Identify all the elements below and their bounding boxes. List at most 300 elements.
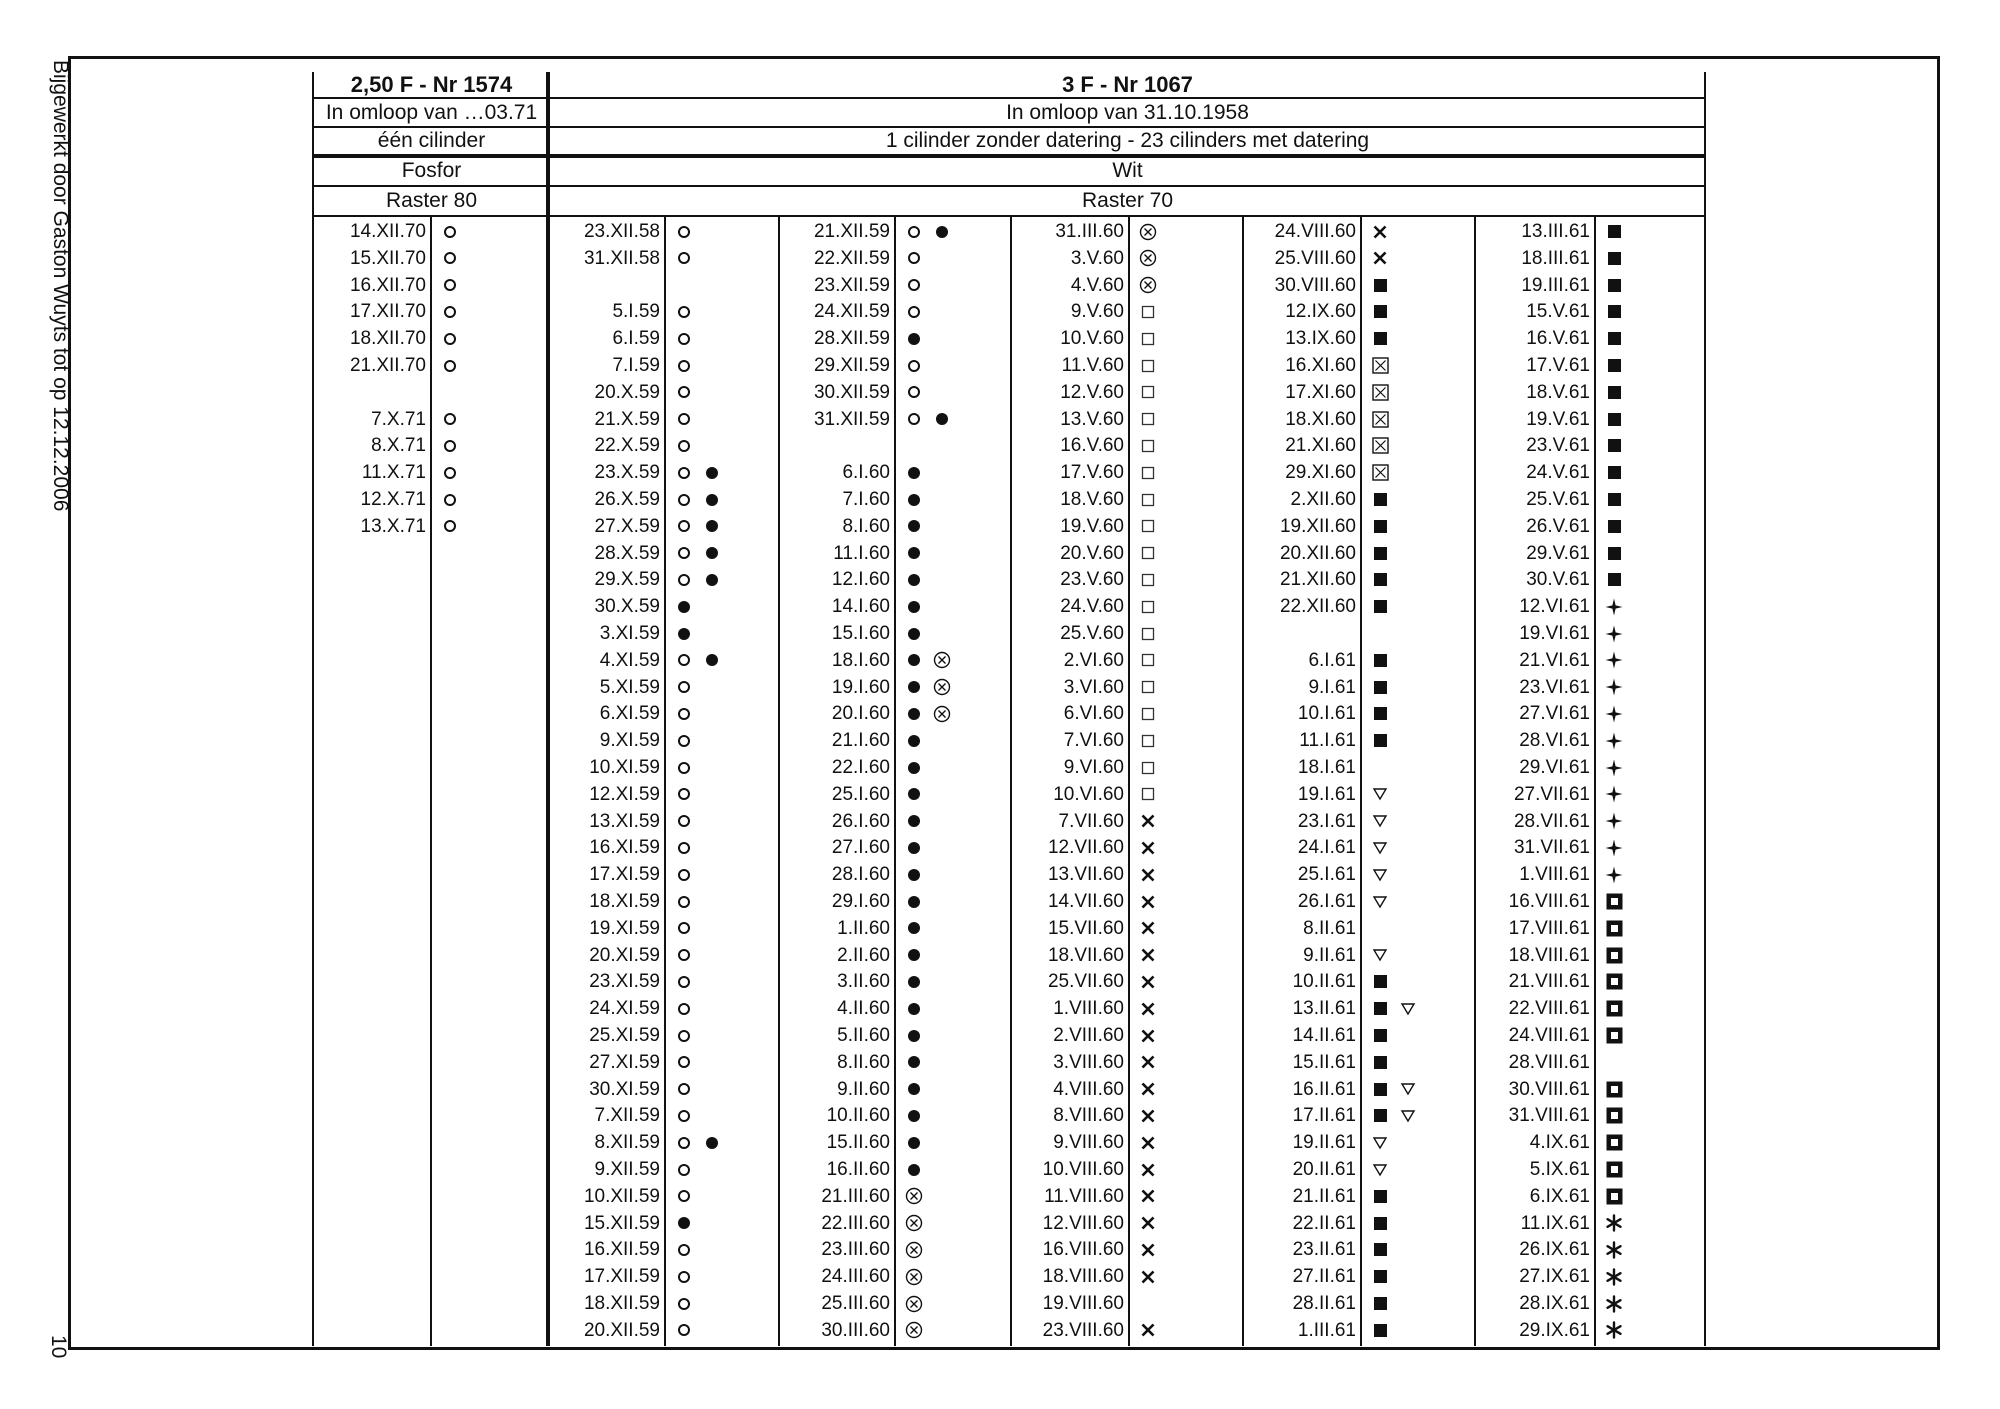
open-square-icon <box>1138 754 1158 781</box>
circled-x-icon <box>1138 272 1158 299</box>
date-cell: 27.I.60 <box>831 837 890 859</box>
date-cell: 31.VIII.61 <box>1508 1105 1590 1127</box>
date-cell: 16.XI.59 <box>589 837 660 859</box>
date-cell: 28.XII.59 <box>813 328 890 350</box>
date-cell: 24.V.60 <box>1060 596 1124 618</box>
circled-x-icon <box>904 1290 924 1317</box>
date-cell: 10.V.60 <box>1060 328 1124 350</box>
four-point-star-icon <box>1604 781 1624 808</box>
open-square-icon <box>1138 406 1158 433</box>
date-cell: 13.XI.59 <box>589 810 660 832</box>
filled-square-icon <box>1370 1076 1390 1103</box>
date-cell: 5.I.59 <box>612 301 660 323</box>
open-circle-icon <box>674 781 694 808</box>
date-cell: 30.X.59 <box>594 596 660 618</box>
date-cell: 18.I.61 <box>1297 757 1356 778</box>
down-triangle-icon <box>1370 861 1390 888</box>
boxed-x-icon <box>1370 406 1390 433</box>
four-point-star-icon <box>1604 808 1624 835</box>
open-circle-icon <box>674 700 694 727</box>
date-cell: 15.II.61 <box>1292 1051 1356 1073</box>
date-cell: 28.I.60 <box>831 864 890 886</box>
open-square-icon <box>1138 566 1158 593</box>
date-cell: 20.II.61 <box>1292 1159 1356 1180</box>
date-cell: 9.II.61 <box>1303 944 1356 966</box>
open-square-icon <box>1138 540 1158 567</box>
four-point-star-icon <box>1604 861 1624 888</box>
date-cell: 14.VII.60 <box>1047 891 1124 912</box>
date-cell: 11.I.61 <box>1299 730 1356 752</box>
date-cell: 15.I.60 <box>831 623 890 644</box>
open-square-icon <box>1138 647 1158 674</box>
open-circle-icon <box>674 432 694 459</box>
filled-square-icon <box>1604 325 1624 352</box>
open-circle-icon <box>440 513 460 540</box>
date-cell: 22.XII.60 <box>1279 596 1356 618</box>
date-cell: 13.II.61 <box>1292 998 1356 1020</box>
date-cell: 19.II.61 <box>1292 1132 1356 1154</box>
filled-circle-icon <box>904 1129 924 1156</box>
date-cell: 27.VII.61 <box>1513 783 1590 805</box>
date-cell: 9.I.61 <box>1308 676 1356 698</box>
date-cell: 8.XII.59 <box>594 1132 660 1154</box>
date-cell: 16.VIII.61 <box>1508 891 1590 912</box>
date-cell: 22.III.60 <box>821 1212 890 1234</box>
filled-circle-icon <box>904 968 924 995</box>
date-cell: 4.VIII.60 <box>1053 1078 1124 1100</box>
date-cell: 31.III.60 <box>1055 221 1124 242</box>
date-cell: 5.IX.61 <box>1529 1159 1590 1180</box>
date-cell: 22.VIII.61 <box>1508 998 1590 1020</box>
open-circle-icon <box>440 406 460 433</box>
open-circle-icon <box>674 1049 694 1076</box>
date-cell: 17.XI.59 <box>589 864 660 886</box>
date-cell: 1.VIII.60 <box>1053 998 1124 1020</box>
table-right-border <box>1704 72 1706 1346</box>
date-cell: 10.II.61 <box>1292 971 1356 993</box>
date-cell: 19.XI.59 <box>589 917 660 939</box>
column-divider <box>1594 217 1596 1346</box>
date-cell: 27.X.59 <box>594 515 660 537</box>
asterisk-icon <box>1604 1290 1624 1317</box>
date-cell: 4.V.60 <box>1070 274 1124 296</box>
date-cell: 9.VI.60 <box>1063 757 1124 778</box>
open-circle-icon <box>674 1317 694 1344</box>
date-cell: 23.III.60 <box>821 1239 890 1261</box>
open-circle-icon <box>674 968 694 995</box>
filled-circle-icon <box>702 459 722 486</box>
date-cell: 18.III.61 <box>1521 247 1590 269</box>
date-cell: 24.VIII.61 <box>1508 1025 1590 1046</box>
date-cell: 14.I.60 <box>831 596 890 618</box>
left-circulation: In omloop van …03.71 <box>325 101 538 124</box>
cross-icon <box>1138 808 1158 835</box>
date-cell: 31.VII.61 <box>1513 837 1590 859</box>
filled-circle-icon <box>904 888 924 915</box>
circled-x-icon <box>932 700 952 727</box>
date-cell: 29.XI.60 <box>1285 462 1356 484</box>
filled-circle-icon <box>702 647 722 674</box>
date-cell: 9.XI.59 <box>599 730 660 752</box>
date-cell: 30.VIII.60 <box>1274 274 1356 296</box>
date-cell: 24.V.61 <box>1526 462 1590 484</box>
date-cell: 3.V.60 <box>1070 247 1124 269</box>
filled-square-icon <box>1370 647 1390 674</box>
header-rule <box>313 97 1706 99</box>
date-cell: 19.I.61 <box>1297 783 1356 805</box>
open-circle-icon <box>674 406 694 433</box>
date-cell: 28.IX.61 <box>1519 1293 1590 1314</box>
filled-circle-icon <box>904 325 924 352</box>
hollow-filled-square-icon <box>1604 1156 1624 1183</box>
down-triangle-icon <box>1370 888 1390 915</box>
open-circle-icon <box>674 1076 694 1103</box>
left-cylinders: één cilinder <box>377 129 486 152</box>
open-circle-icon <box>440 432 460 459</box>
date-cell: 10.XII.59 <box>583 1185 660 1207</box>
date-cell: 3.II.60 <box>837 971 890 993</box>
date-cell: 20.X.59 <box>594 381 660 403</box>
right-title: 3 F - Nr 1067 <box>1062 72 1193 97</box>
date-cell: 25.XI.59 <box>589 1025 660 1046</box>
open-circle-icon <box>674 540 694 567</box>
date-cell: 20.I.60 <box>831 703 890 725</box>
open-square-icon <box>1138 727 1158 754</box>
asterisk-icon <box>1604 1263 1624 1290</box>
date-cell: 8.I.60 <box>842 515 890 537</box>
cross-icon <box>1138 995 1158 1022</box>
column-border <box>1010 217 1012 1346</box>
date-cell: 30.VIII.61 <box>1508 1078 1590 1100</box>
date-cell: 9.II.60 <box>837 1078 890 1100</box>
date-cell: 4.IX.61 <box>1529 1132 1590 1154</box>
column-divider <box>1128 217 1130 1346</box>
date-cell: 12.X.71 <box>360 489 426 510</box>
filled-circle-icon <box>904 540 924 567</box>
filled-square-icon <box>1604 459 1624 486</box>
date-cell: 22.XII.59 <box>813 247 890 269</box>
date-cell: 18.VIII.61 <box>1508 944 1590 966</box>
right-circulation: In omloop van 31.10.1958 <box>1006 101 1249 124</box>
open-circle-icon <box>674 942 694 969</box>
date-cell: 17.XI.60 <box>1285 381 1356 403</box>
date-cell: 18.VIII.60 <box>1042 1266 1124 1288</box>
date-cell: 23.I.61 <box>1297 810 1356 832</box>
date-cell: 18.XII.59 <box>583 1293 660 1314</box>
filled-square-icon <box>1370 968 1390 995</box>
date-cell: 28.VI.61 <box>1519 730 1590 752</box>
open-circle-icon <box>674 486 694 513</box>
page-number <box>42 1335 72 1365</box>
date-cell: 9.V.60 <box>1070 301 1124 323</box>
date-cell: 25.VIII.60 <box>1274 247 1356 269</box>
date-cell: 29.V.61 <box>1526 542 1590 564</box>
open-circle-icon <box>904 352 924 379</box>
date-cell: 31.XII.58 <box>583 247 660 269</box>
date-cell: 12.V.60 <box>1060 381 1124 403</box>
filled-circle-icon <box>904 486 924 513</box>
cross-icon <box>1138 834 1158 861</box>
date-cell: 13.IX.60 <box>1285 328 1356 350</box>
date-cell: 12.IX.60 <box>1285 301 1356 323</box>
cross-icon <box>1370 218 1390 245</box>
open-square-icon <box>1138 459 1158 486</box>
date-cell: 15.VII.60 <box>1047 917 1124 939</box>
filled-circle-icon <box>904 834 924 861</box>
open-circle-icon <box>674 245 694 272</box>
filled-square-icon <box>1370 1210 1390 1237</box>
cross-icon <box>1138 1102 1158 1129</box>
filled-square-icon <box>1370 1290 1390 1317</box>
cross-icon <box>1138 1263 1158 1290</box>
date-cell: 30.XI.59 <box>589 1078 660 1100</box>
date-cell: 3.VI.60 <box>1063 676 1124 698</box>
side-note-text: Bijgewerkt door Gaston Wuyts tot op 12.12.2006 <box>49 60 72 512</box>
down-triangle-icon <box>1370 781 1390 808</box>
date-cell: 16.II.60 <box>826 1159 890 1180</box>
date-cell: 27.VI.61 <box>1519 703 1590 725</box>
cross-icon <box>1138 1022 1158 1049</box>
circled-x-icon <box>1138 245 1158 272</box>
open-square-icon <box>1138 379 1158 406</box>
left-paper: Fosfor <box>401 159 462 182</box>
down-triangle-icon <box>1370 808 1390 835</box>
open-circle-icon <box>674 727 694 754</box>
filled-circle-icon <box>702 1129 722 1156</box>
cross-icon <box>1138 1156 1158 1183</box>
date-cell: 27.II.61 <box>1292 1266 1356 1288</box>
date-cell: 26.I.60 <box>831 810 890 832</box>
date-cell: 7.I.60 <box>842 489 890 510</box>
open-circle-icon <box>674 754 694 781</box>
date-cell: 23.XII.58 <box>583 221 660 242</box>
date-cell: 10.XI.59 <box>589 757 660 778</box>
date-cell: 6.I.60 <box>842 462 890 484</box>
date-cell: 22.I.60 <box>831 757 890 778</box>
side-note <box>42 60 72 560</box>
date-cell: 8.II.61 <box>1303 917 1356 939</box>
date-cell: 22.II.61 <box>1292 1212 1356 1234</box>
open-circle-icon <box>674 1156 694 1183</box>
down-triangle-icon <box>1398 995 1418 1022</box>
date-cell: 11.IX.61 <box>1520 1212 1590 1234</box>
filled-square-icon <box>1604 245 1624 272</box>
open-circle-icon <box>674 995 694 1022</box>
date-cell: 24.XI.59 <box>589 998 660 1020</box>
date-cell: 25.V.60 <box>1060 623 1124 644</box>
filled-circle-icon <box>674 620 694 647</box>
date-cell: 7.XII.59 <box>594 1105 660 1127</box>
filled-square-icon <box>1370 486 1390 513</box>
filled-circle-icon <box>702 540 722 567</box>
hollow-filled-square-icon <box>1604 942 1624 969</box>
date-cell: 26.IX.61 <box>1519 1239 1590 1261</box>
filled-circle-icon <box>674 593 694 620</box>
date-cell: 18.V.60 <box>1060 489 1124 510</box>
date-cell: 11.I.60 <box>833 542 890 564</box>
circled-x-icon <box>904 1236 924 1263</box>
date-cell: 11.VIII.60 <box>1044 1185 1124 1207</box>
filled-circle-icon <box>702 486 722 513</box>
date-cell: 7.VI.60 <box>1063 730 1124 752</box>
date-cell: 4.II.60 <box>837 998 890 1020</box>
filled-circle-icon <box>904 754 924 781</box>
date-cell: 19.VIII.60 <box>1042 1293 1124 1314</box>
down-triangle-icon <box>1370 1156 1390 1183</box>
open-square-icon <box>1138 700 1158 727</box>
filled-square-icon <box>1370 1263 1390 1290</box>
date-cell: 21.VI.61 <box>1519 649 1590 671</box>
date-cell: 6.I.61 <box>1308 649 1356 671</box>
filled-square-icon <box>1604 432 1624 459</box>
date-cell: 23.V.61 <box>1526 435 1590 457</box>
filled-square-icon <box>1370 513 1390 540</box>
open-circle-icon <box>674 808 694 835</box>
filled-circle-icon <box>904 593 924 620</box>
date-cell: 12.VII.60 <box>1047 837 1124 859</box>
filled-square-icon <box>1370 1102 1390 1129</box>
date-cell: 18.XII.70 <box>349 328 426 350</box>
boxed-x-icon <box>1370 459 1390 486</box>
filled-square-icon <box>1604 486 1624 513</box>
filled-circle-icon <box>904 781 924 808</box>
open-circle-icon <box>674 1129 694 1156</box>
filled-circle-icon <box>702 513 722 540</box>
column-divider <box>894 217 896 1346</box>
date-cell: 12.XI.59 <box>589 783 660 805</box>
date-cell: 21.XI.60 <box>1285 435 1356 457</box>
date-cell: 25.VII.60 <box>1047 971 1124 993</box>
date-cell: 20.V.60 <box>1060 542 1124 564</box>
date-cell: 6.I.59 <box>612 328 660 350</box>
date-cell: 8.X.71 <box>371 435 426 457</box>
date-cell: 11.V.60 <box>1061 355 1124 376</box>
filled-square-icon <box>1370 727 1390 754</box>
date-cell: 29.XII.59 <box>813 355 890 376</box>
open-circle-icon <box>904 218 924 245</box>
filled-circle-icon <box>904 861 924 888</box>
date-cell: 26.X.59 <box>594 489 660 510</box>
date-cell: 23.X.59 <box>594 462 660 484</box>
right-cylinders: 1 cilinder zonder datering - 23 cilinders met datering <box>885 129 1370 152</box>
open-circle-icon <box>674 1236 694 1263</box>
date-cell: 18.I.60 <box>831 649 890 671</box>
open-circle-icon <box>440 459 460 486</box>
open-square-icon <box>1138 593 1158 620</box>
date-cell: 28.II.61 <box>1292 1293 1356 1314</box>
circled-x-icon <box>904 1183 924 1210</box>
open-circle-icon <box>440 218 460 245</box>
date-cell: 17.V.61 <box>1526 355 1590 376</box>
four-point-star-icon <box>1604 754 1624 781</box>
date-cell: 23.VIII.60 <box>1042 1319 1124 1341</box>
open-circle-icon <box>674 218 694 245</box>
filled-circle-icon <box>904 620 924 647</box>
hollow-filled-square-icon <box>1604 1022 1624 1049</box>
circled-x-icon <box>932 647 952 674</box>
open-circle-icon <box>674 379 694 406</box>
open-circle-icon <box>904 379 924 406</box>
filled-circle-icon <box>904 915 924 942</box>
circled-x-icon <box>932 674 952 701</box>
filled-circle-icon <box>904 942 924 969</box>
date-cell: 19.III.61 <box>1521 274 1590 296</box>
date-cell: 21.II.61 <box>1292 1185 1356 1207</box>
open-square-icon <box>1138 620 1158 647</box>
four-point-star-icon <box>1604 727 1624 754</box>
filled-circle-icon <box>904 1022 924 1049</box>
filled-circle-icon <box>904 808 924 835</box>
date-cell: 24.XII.59 <box>813 301 890 323</box>
filled-circle-icon <box>904 995 924 1022</box>
date-cell: 12.I.60 <box>831 569 890 591</box>
date-cell: 20.XII.60 <box>1279 542 1356 564</box>
date-cell: 15.XII.70 <box>349 247 426 269</box>
open-circle-icon <box>904 406 924 433</box>
date-cell: 23.V.60 <box>1060 569 1124 591</box>
date-cell: 14.XII.70 <box>349 221 426 242</box>
open-circle-icon <box>904 245 924 272</box>
date-cell: 13.III.61 <box>1521 221 1590 242</box>
filled-square-icon <box>1370 700 1390 727</box>
open-circle-icon <box>674 459 694 486</box>
open-circle-icon <box>440 298 460 325</box>
open-circle-icon <box>440 245 460 272</box>
left-title: 2,50 F - Nr 1574 <box>350 72 513 97</box>
open-circle-icon <box>674 1263 694 1290</box>
date-cell: 10.VIII.60 <box>1042 1159 1124 1180</box>
cross-icon <box>1138 1183 1158 1210</box>
open-circle-icon <box>440 325 460 352</box>
date-cell: 17.VIII.61 <box>1508 917 1590 939</box>
filled-square-icon <box>1370 272 1390 299</box>
right-paper: Wit <box>1112 159 1143 182</box>
open-circle-icon <box>674 1183 694 1210</box>
filled-circle-icon <box>904 674 924 701</box>
filled-circle-icon <box>932 406 952 433</box>
open-circle-icon <box>674 888 694 915</box>
date-cell: 10.I.61 <box>1297 703 1356 725</box>
date-cell: 3.XI.59 <box>599 623 660 644</box>
asterisk-icon <box>1604 1210 1624 1237</box>
open-square-icon <box>1138 325 1158 352</box>
date-cell: 15.V.61 <box>1526 301 1590 323</box>
table-left-border <box>312 72 314 1346</box>
open-square-icon <box>1138 486 1158 513</box>
open-circle-icon <box>674 352 694 379</box>
open-circle-icon <box>674 1022 694 1049</box>
date-cell: 18.XI.60 <box>1285 408 1356 430</box>
filled-circle-icon <box>904 727 924 754</box>
date-cell: 14.II.61 <box>1292 1025 1356 1046</box>
open-circle-icon <box>674 513 694 540</box>
circled-x-icon <box>1138 218 1158 245</box>
cross-icon <box>1138 968 1158 995</box>
date-cell: 12.VI.61 <box>1519 596 1590 618</box>
date-cell: 21.VIII.61 <box>1508 971 1590 993</box>
filled-circle-icon <box>674 1210 694 1237</box>
date-cell: 2.II.60 <box>837 944 890 966</box>
hollow-filled-square-icon <box>1604 888 1624 915</box>
circled-x-icon <box>904 1317 924 1344</box>
date-cell: 17.V.60 <box>1060 462 1124 484</box>
date-cell: 26.I.61 <box>1297 891 1356 912</box>
header-rule <box>313 185 1706 187</box>
cross-icon <box>1138 1129 1158 1156</box>
date-cell: 21.I.60 <box>831 730 890 752</box>
date-cell: 26.V.61 <box>1526 515 1590 537</box>
circled-x-icon <box>904 1263 924 1290</box>
